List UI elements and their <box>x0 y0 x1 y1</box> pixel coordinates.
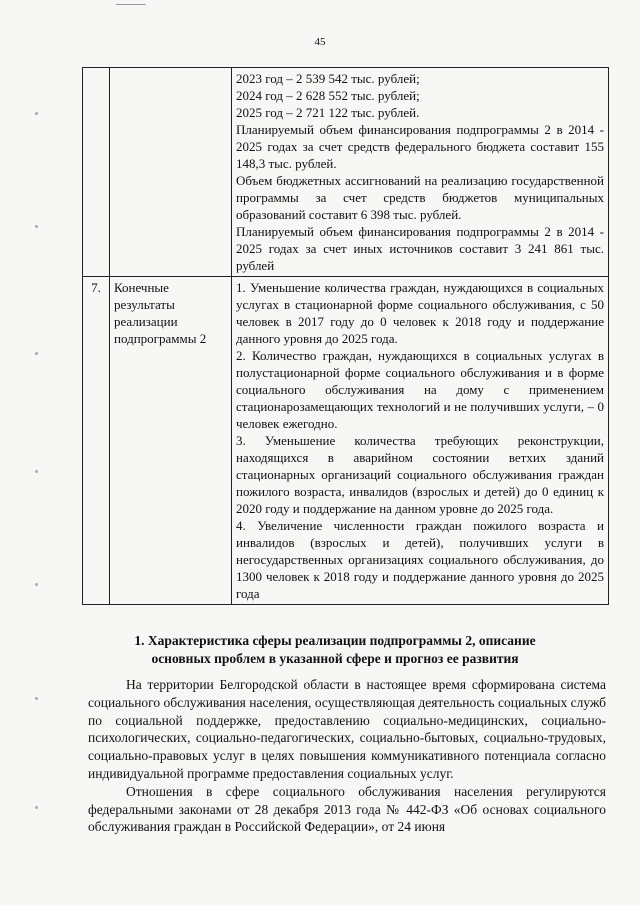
section-body <box>88 676 606 836</box>
row-label: Конечные результаты реализации подпрограммы 2 <box>110 277 232 605</box>
margin-dot <box>35 806 38 809</box>
result-item: 3. Уменьшение количества требующих реконструкции, находящихся в аварийном состоянии ветхих зданий стационарных организаций социального обслуживания граждан пожилого возраста, инвалидов (взрослых и детей) до 0 единиц к 2020 году и поддержание на данном уровне до 2025 года. <box>236 433 604 516</box>
margin-dot <box>35 352 38 355</box>
margin-dot <box>35 583 38 586</box>
section-heading-line: 1. Характеристика сферы реализации подпрограммы 2, описание <box>134 633 536 648</box>
margin-dot <box>35 112 38 115</box>
financing-cell <box>232 68 609 277</box>
row-label-cell <box>110 68 232 277</box>
row-number-cell <box>83 68 110 277</box>
financing-line: 2025 год – 2 721 122 тыс. рублей. <box>236 105 420 120</box>
section-heading <box>100 632 570 668</box>
financing-line: 2023 год – 2 539 542 тыс. рублей; <box>236 71 420 86</box>
result-item: 2. Количество граждан, нуждающихся в социальных услугах в полустационарной форме социального обслуживания и в форме социального обслуживания на дому с применением стационарозамещающих технологий и не получивших услуги, – 0 человек ежегодно. <box>236 348 604 431</box>
financing-line: 2024 год – 2 628 552 тыс. рублей; <box>236 88 420 103</box>
financing-paragraph: Объем бюджетных ассигнований на реализацию государственной программы за счет средств бюджетов муниципальных образований составит 6 398 тыс. рублей. <box>236 173 604 222</box>
result-item: 1. Уменьшение количества граждан, нуждающихся в социальных услугах в стационарной форме социального обслуживания, с 50 человек в 2017 году до 0 человек к 2018 году и поддержание данного уровня до 2025 года. <box>236 280 604 346</box>
margin-dot <box>35 225 38 228</box>
page-number: 45 <box>314 36 326 48</box>
body-paragraph: Отношения в сфере социального обслуживания населения регулируются федеральными законами от 28 декабря 2013 года № 442-ФЗ «Об основах социального обслуживания граждан в Российской Федерации», от 24 июня <box>88 783 606 835</box>
financing-paragraph: Планируемый объем финансирования подпрограммы 2 в 2014 - 2025 годах за счет иных источников составит 3 241 861 тыс. рублей <box>236 224 604 273</box>
margin-dot <box>35 470 38 473</box>
result-item: 4. Увеличение численности граждан пожилого возраста и инвалидов (взрослых и детей), получивших услуги в негосударственных организациях социального обслуживания, до 1300 человек к 2018 году и поддержание данного уровня до 2025 года <box>236 518 604 601</box>
table-row <box>83 277 609 605</box>
scan-mark <box>116 4 146 7</box>
results-cell <box>232 277 609 605</box>
financing-paragraph: Планируемый объем финансирования подпрограммы 2 в 2014 - 2025 годах за счет средств федерального бюджета составит 155 148,3 тыс. рублей. <box>236 122 604 171</box>
subprogram-table <box>82 67 609 605</box>
row-number: 7. <box>83 277 110 605</box>
table-row <box>83 68 609 277</box>
margin-dot <box>35 697 38 700</box>
body-paragraph: На территории Белгородской области в настоящее время сформирована система социального обслуживания населения, осуществляющая деятельность социальных служб по социальной поддержке, предоставлению социально-медицинских, социально-психологических, социально-педагогических, социально-бытовых, социально-трудовых, социально-правовых услуг в целях повышения коммуникативного потенциала согласно индивидуальной программе предоставления социальных услуг. <box>88 677 606 781</box>
section-heading-line: основных проблем в указанной сфере и прогноз ее развития <box>151 651 519 666</box>
